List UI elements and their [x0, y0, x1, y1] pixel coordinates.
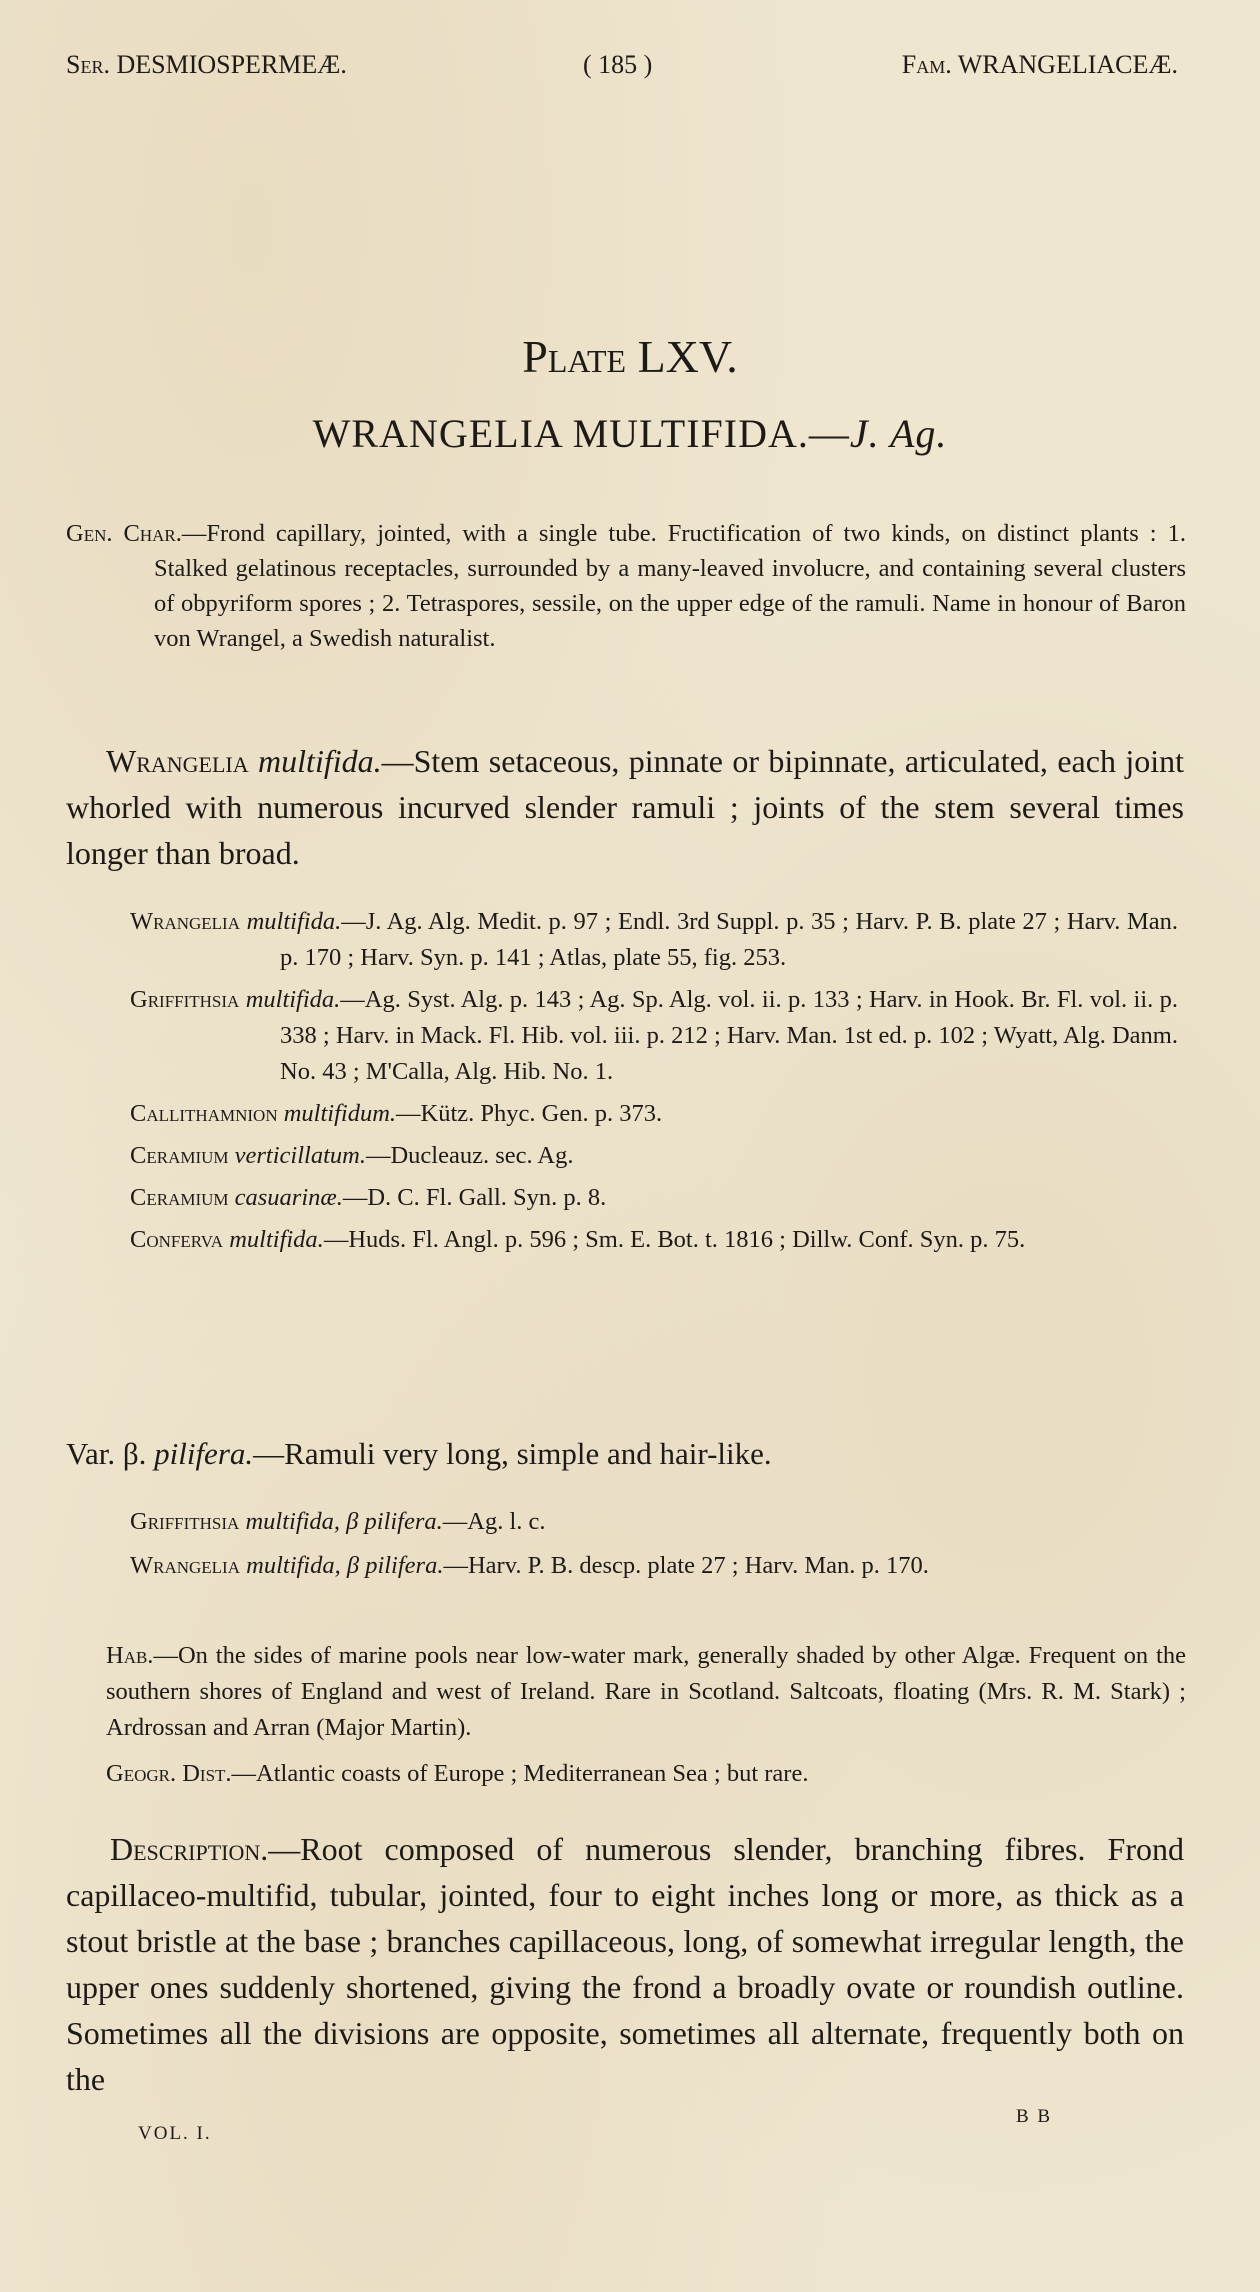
- description: [66, 1826, 1184, 2102]
- running-head-left: [66, 50, 347, 80]
- synonym-genus: Griffithsia: [130, 1508, 240, 1535]
- synonym-epithet: multifida, β pilifera.: [246, 1552, 444, 1579]
- geogr-label: Geogr. Dist.: [106, 1760, 232, 1787]
- page-number: ( 185 ): [583, 50, 653, 79]
- species-description: [66, 738, 1184, 876]
- synonym-epithet: multifida, β pilifera.: [245, 1508, 443, 1535]
- synonym-epithet: verticillatum.: [234, 1142, 366, 1169]
- running-head-right: [902, 50, 1178, 80]
- family-label: Fam.: [901, 50, 952, 79]
- genus-characters: [66, 516, 1186, 656]
- variety-text: —Ramuli very long, simple and hair-like.: [253, 1436, 772, 1471]
- variety-label: Var. β.: [66, 1436, 147, 1471]
- synonym-genus: Ceramium: [130, 1142, 229, 1169]
- variety-synonym-list: [130, 1504, 1178, 1584]
- synonym-ref: —Ducleauz. sec. Ag.: [365, 1142, 574, 1169]
- synonym-genus: Wrangelia: [130, 1552, 241, 1579]
- synonym-list: [130, 904, 1178, 1264]
- description-label: Description.: [110, 1831, 269, 1867]
- synonym-ref: —Huds. Fl. Angl. p. 596 ; Sm. E. Bot. t. 1816 ; Dillw. Conf. Syn. p. 75.: [323, 1226, 1026, 1253]
- series-label: Ser.: [66, 50, 110, 79]
- synonym-entry: [130, 1138, 1178, 1174]
- gathering-signature: B B: [1016, 2106, 1053, 2127]
- synonym-genus: Conferva: [130, 1226, 224, 1253]
- habitat-label: Hab.: [106, 1642, 154, 1669]
- species-desc-text: —Stem setaceous, pinnate or bipinnate, articulated, each joint whorled with numerous incurved slender ramuli ; joints of the stem several times longer than broad.: [66, 743, 1185, 871]
- synonym-entry: [130, 982, 1178, 1090]
- species-genus: Wrangelia: [106, 743, 249, 779]
- gen-char-label: Gen. Char.: [66, 520, 182, 547]
- gen-char-text: —Frond capillary, jointed, with a single tube. Fructification of two kinds, on distinct plants : 1. Stalked gelatinous receptacles, surrounded by a many-leaved involucre, and containing several clusters of obpyriform spores ; 2. Tetraspores, sessile, on the upper edge of the ramuli. Name in honour of Baron von Wrangel, a Swedish naturalist.: [154, 520, 1186, 652]
- synonym-epithet: multifida.: [229, 1226, 324, 1253]
- synonym-entry: [130, 1504, 1178, 1540]
- synonym-ref: —Ag. l. c.: [442, 1508, 546, 1535]
- synonym-epithet: casuarinæ.: [234, 1184, 343, 1211]
- geogr-text: —Atlantic coasts of Europe ; Mediterranean Sea ; but rare.: [231, 1760, 809, 1787]
- synonym-ref: —Ag. Syst. Alg. p. 143 ; Ag. Sp. Alg. vol. ii. p. 133 ; Harv. in Hook. Br. Fl. vol. ii. p. 338 ; Harv. in Mack. Fl. Hib. vol. iii. p. 212 ; Harv. Man. 1st ed. p. 102 ; Wyatt, Alg. Danm. No. 43 ; M'Calla, Alg. Hib. No. 1.: [280, 986, 1178, 1085]
- synonym-genus: Griffithsia: [130, 986, 240, 1013]
- variety-description: [66, 1432, 1184, 1476]
- synonym-ref: —D. C. Fl. Gall. Syn. p. 8.: [342, 1184, 607, 1211]
- species-epithet: multifida.: [258, 743, 382, 779]
- synonym-entry: [130, 1222, 1178, 1258]
- species-name: WRANGELIA MULTIFIDA.—: [312, 411, 850, 456]
- synonym-genus: Wrangelia: [130, 908, 241, 935]
- synonym-epithet: multifida.: [246, 908, 342, 935]
- species-title: [0, 410, 1260, 457]
- plate-title: Plate LXV.: [522, 331, 738, 382]
- habitat-text: —On the sides of marine pools near low-water mark, generally shaded by other Algæ. Frequent on the southern shores of England and west of Ireland. Rare in Scotland. Saltcoats, floating (Mrs. R. M. Stark) ; Ardrossan and Arran (Major Martin).: [106, 1642, 1186, 1741]
- synonym-entry: [130, 1180, 1178, 1216]
- synonym-epithet: multifidum.: [283, 1100, 397, 1127]
- synonym-genus: Callithamnion: [130, 1100, 278, 1127]
- habitat: [106, 1638, 1186, 1746]
- family-name: WRANGELIACEÆ.: [957, 50, 1178, 79]
- synonym-epithet: multifida.: [245, 986, 341, 1013]
- synonym-entry: [130, 904, 1178, 976]
- variety-name: pilifera.: [154, 1436, 254, 1471]
- volume-signature: VOL. I.: [138, 2123, 212, 2144]
- synonym-genus: Ceramium: [130, 1184, 229, 1211]
- synonym-entry: [130, 1548, 1178, 1584]
- synonym-ref: —Harv. P. B. descp. plate 27 ; Harv. Man. p. 170.: [443, 1552, 929, 1579]
- geographic-distribution: [106, 1756, 1186, 1792]
- series-name: DESMIOSPERMEÆ.: [116, 50, 347, 79]
- synonym-entry: [130, 1096, 1178, 1132]
- description-text: —Root composed of numerous slender, branching fibres. Frond capillaceo-multifid, tubular, jointed, four to eight inches long or more, as thick as a stout bristle at the base ; branches capillaceous, long, of somewhat irregular length, the upper ones suddenly shortened, giving the frond a broadly ovate or roundish outline. Sometimes all the divisions are opposite, sometimes all alternate, frequently both on the: [66, 1831, 1184, 2097]
- species-author: J. Ag.: [849, 411, 948, 456]
- synonym-ref: —J. Ag. Alg. Medit. p. 97 ; Endl. 3rd Suppl. p. 35 ; Harv. P. B. plate 27 ; Harv. Man. p. 170 ; Harv. Syn. p. 141 ; Atlas, plate 55, fig. 253.: [280, 908, 1178, 971]
- synonym-ref: —Kütz. Phyc. Gen. p. 373.: [396, 1100, 663, 1127]
